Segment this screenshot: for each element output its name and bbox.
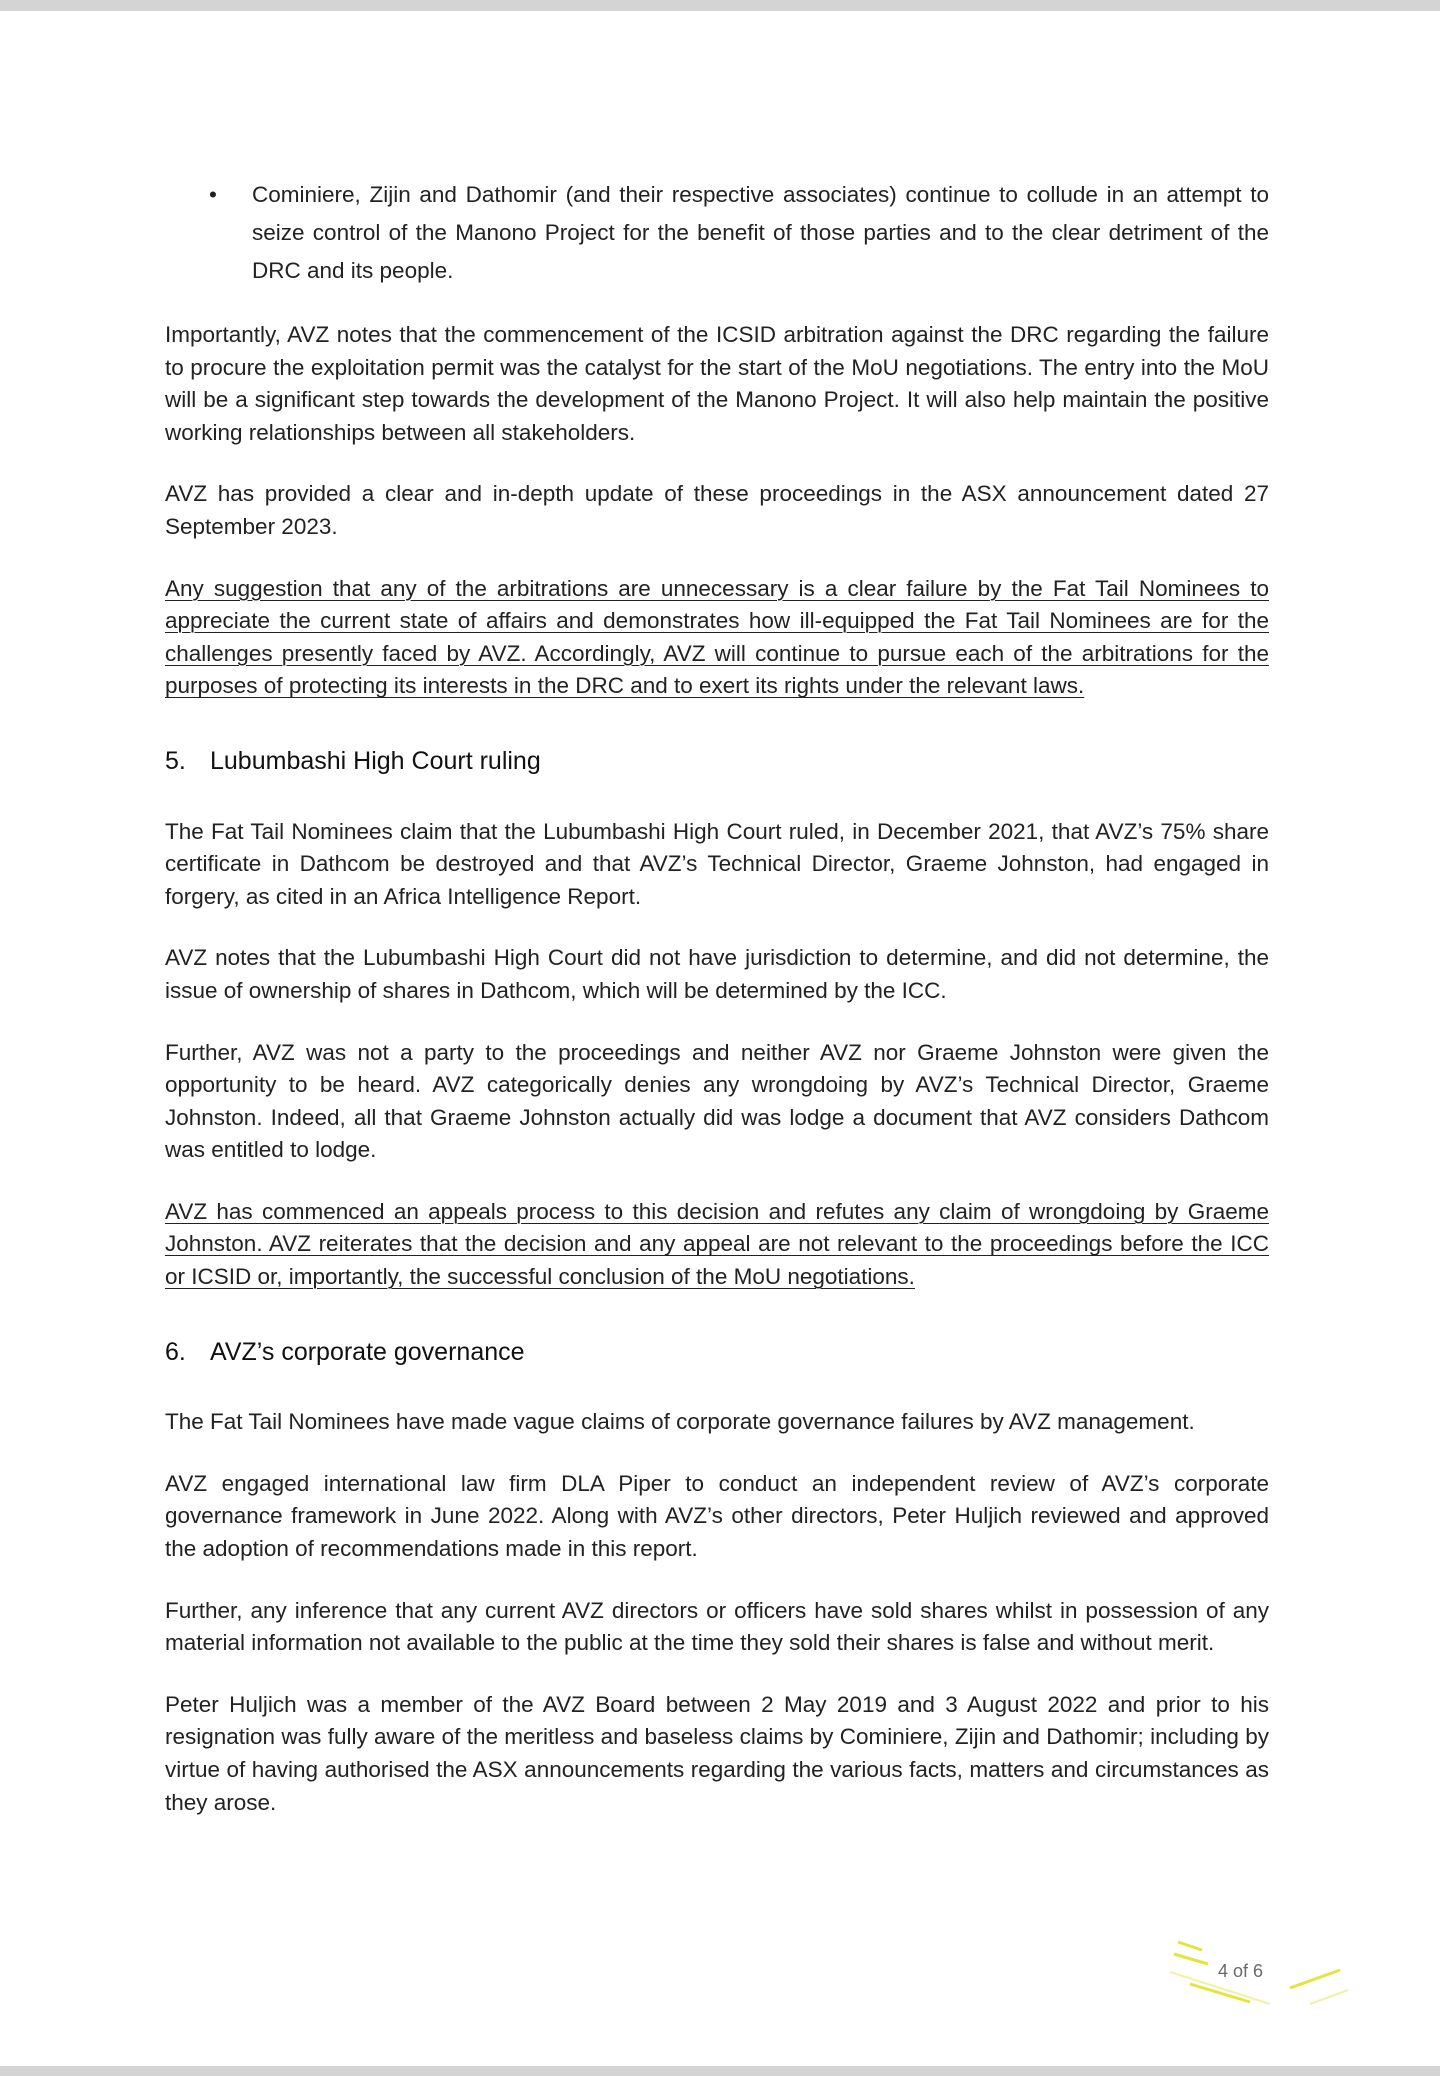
- bullet-item: [165, 176, 1269, 290]
- section-number: 6.: [165, 1337, 186, 1366]
- page-number: 4 of 6: [1218, 1961, 1264, 1981]
- paragraph-huljich: Peter Huljich was a member of the AVZ Board between 2 May 2019 and 3 August 2022 and prior to his resignation was fully aware of the meritless and baseless claims by Cominiere, Zijin and Dathomir; including by virtue of having authorised the ASX announcements regarding the various facts, matters and circumstances as they arose.: [165, 1691, 1269, 1815]
- paragraph-vague-claims: The Fat Tail Nominees have made vague claims of corporate governance failures by AVZ management.: [165, 1409, 1195, 1435]
- section-title: Lubumbashi High Court ruling: [210, 746, 541, 775]
- paragraph-asx-update: AVZ has provided a clear and in-depth update of these proceedings in the ASX announcement dated 27 September 2023.: [165, 481, 1269, 539]
- section-5-heading: [165, 745, 1269, 778]
- bullet-dot-icon: •: [209, 182, 217, 207]
- paragraph-court-claim: The Fat Tail Nominees claim that the Lubumbashi High Court ruled, in December 2021, that AVZ’s 75% share certificate in Dathcom be destroyed and that AVZ’s Technical Director, Graeme Johnston, had engaged in forgery, as cited in an Africa Intelligence Report.: [165, 818, 1269, 909]
- paragraph-arbitrations-underlined: Any suggestion that any of the arbitrations are unnecessary is a clear failure by the Fat Tail Nominees to appreciate the current state of affairs and demonstrates how ill-equipped the Fat Tail Nominees are for the challenges presently faced by AVZ. Accordingly, AVZ will continue to pursue each of the arbitrations for the purposes of protecting its interests in the DRC and to exert its rights under the relevant laws.: [165, 575, 1269, 699]
- paragraph-icsid-catalyst: Importantly, AVZ notes that the commencement of the ICSID arbitration against the DRC regarding the failure to procure the exploitation permit was the catalyst for the start of the MoU negotiations. The entry into the MoU will be a significant step towards the development of the Manono Project. It will also help maintain the positive working relationships between all stakeholders.: [165, 322, 1269, 445]
- bullet-text: Cominiere, Zijin and Dathomir (and their respective associates) continue to collude in an attempt to seize control of the Manono Project for the benefit of those parties and to the clear detriment of the DRC and its people.: [252, 182, 1269, 283]
- paragraph-dla-piper: AVZ engaged international law firm DLA Piper to conduct an independent review of AVZ’s corporate governance framework in June 2022. Along with AVZ’s other directors, Peter Huljich reviewed and approved the adoption of recommendations made in this report.: [165, 1470, 1269, 1562]
- viewer-top-bar: [0, 0, 1440, 11]
- paragraph-not-a-party: Further, AVZ was not a party to the proceedings and neither AVZ nor Graeme Johnston were given the opportunity to be heard. AVZ categorically denies any wrongdoing by AVZ’s Technical Director, Graeme Johnston. Indeed, all that Graeme Johnston actually did was lodge a document that AVZ considers Dathcom was entitled to lodge.: [165, 1039, 1269, 1163]
- section-title: AVZ’s corporate governance: [210, 1337, 525, 1366]
- paragraph-jurisdiction: AVZ notes that the Lubumbashi High Court did not have jurisdiction to determine, and did not determine, the issue of ownership of shares in Dathcom, which will be determined by the ICC.: [165, 945, 1269, 1003]
- paragraph-share-sales: Further, any inference that any current AVZ directors or officers have sold shares whilst in possession of any material information not available to the public at the time they sold their shares is false and without merit.: [165, 1597, 1269, 1656]
- section-number: 5.: [165, 746, 186, 775]
- paragraph-appeals-underlined: AVZ has commenced an appeals process to this decision and refutes any claim of wrongdoing by Graeme Johnston. AVZ reiterates that the decision and any appeal are not relevant to the proceedings before the ICC or ICSID or, importantly, the successful conclusion of the MoU negotiations.: [165, 1198, 1269, 1290]
- viewer-bottom-bar: [0, 2066, 1440, 2076]
- page-content: [165, 176, 1269, 1848]
- section-6-heading: [165, 1336, 1269, 1369]
